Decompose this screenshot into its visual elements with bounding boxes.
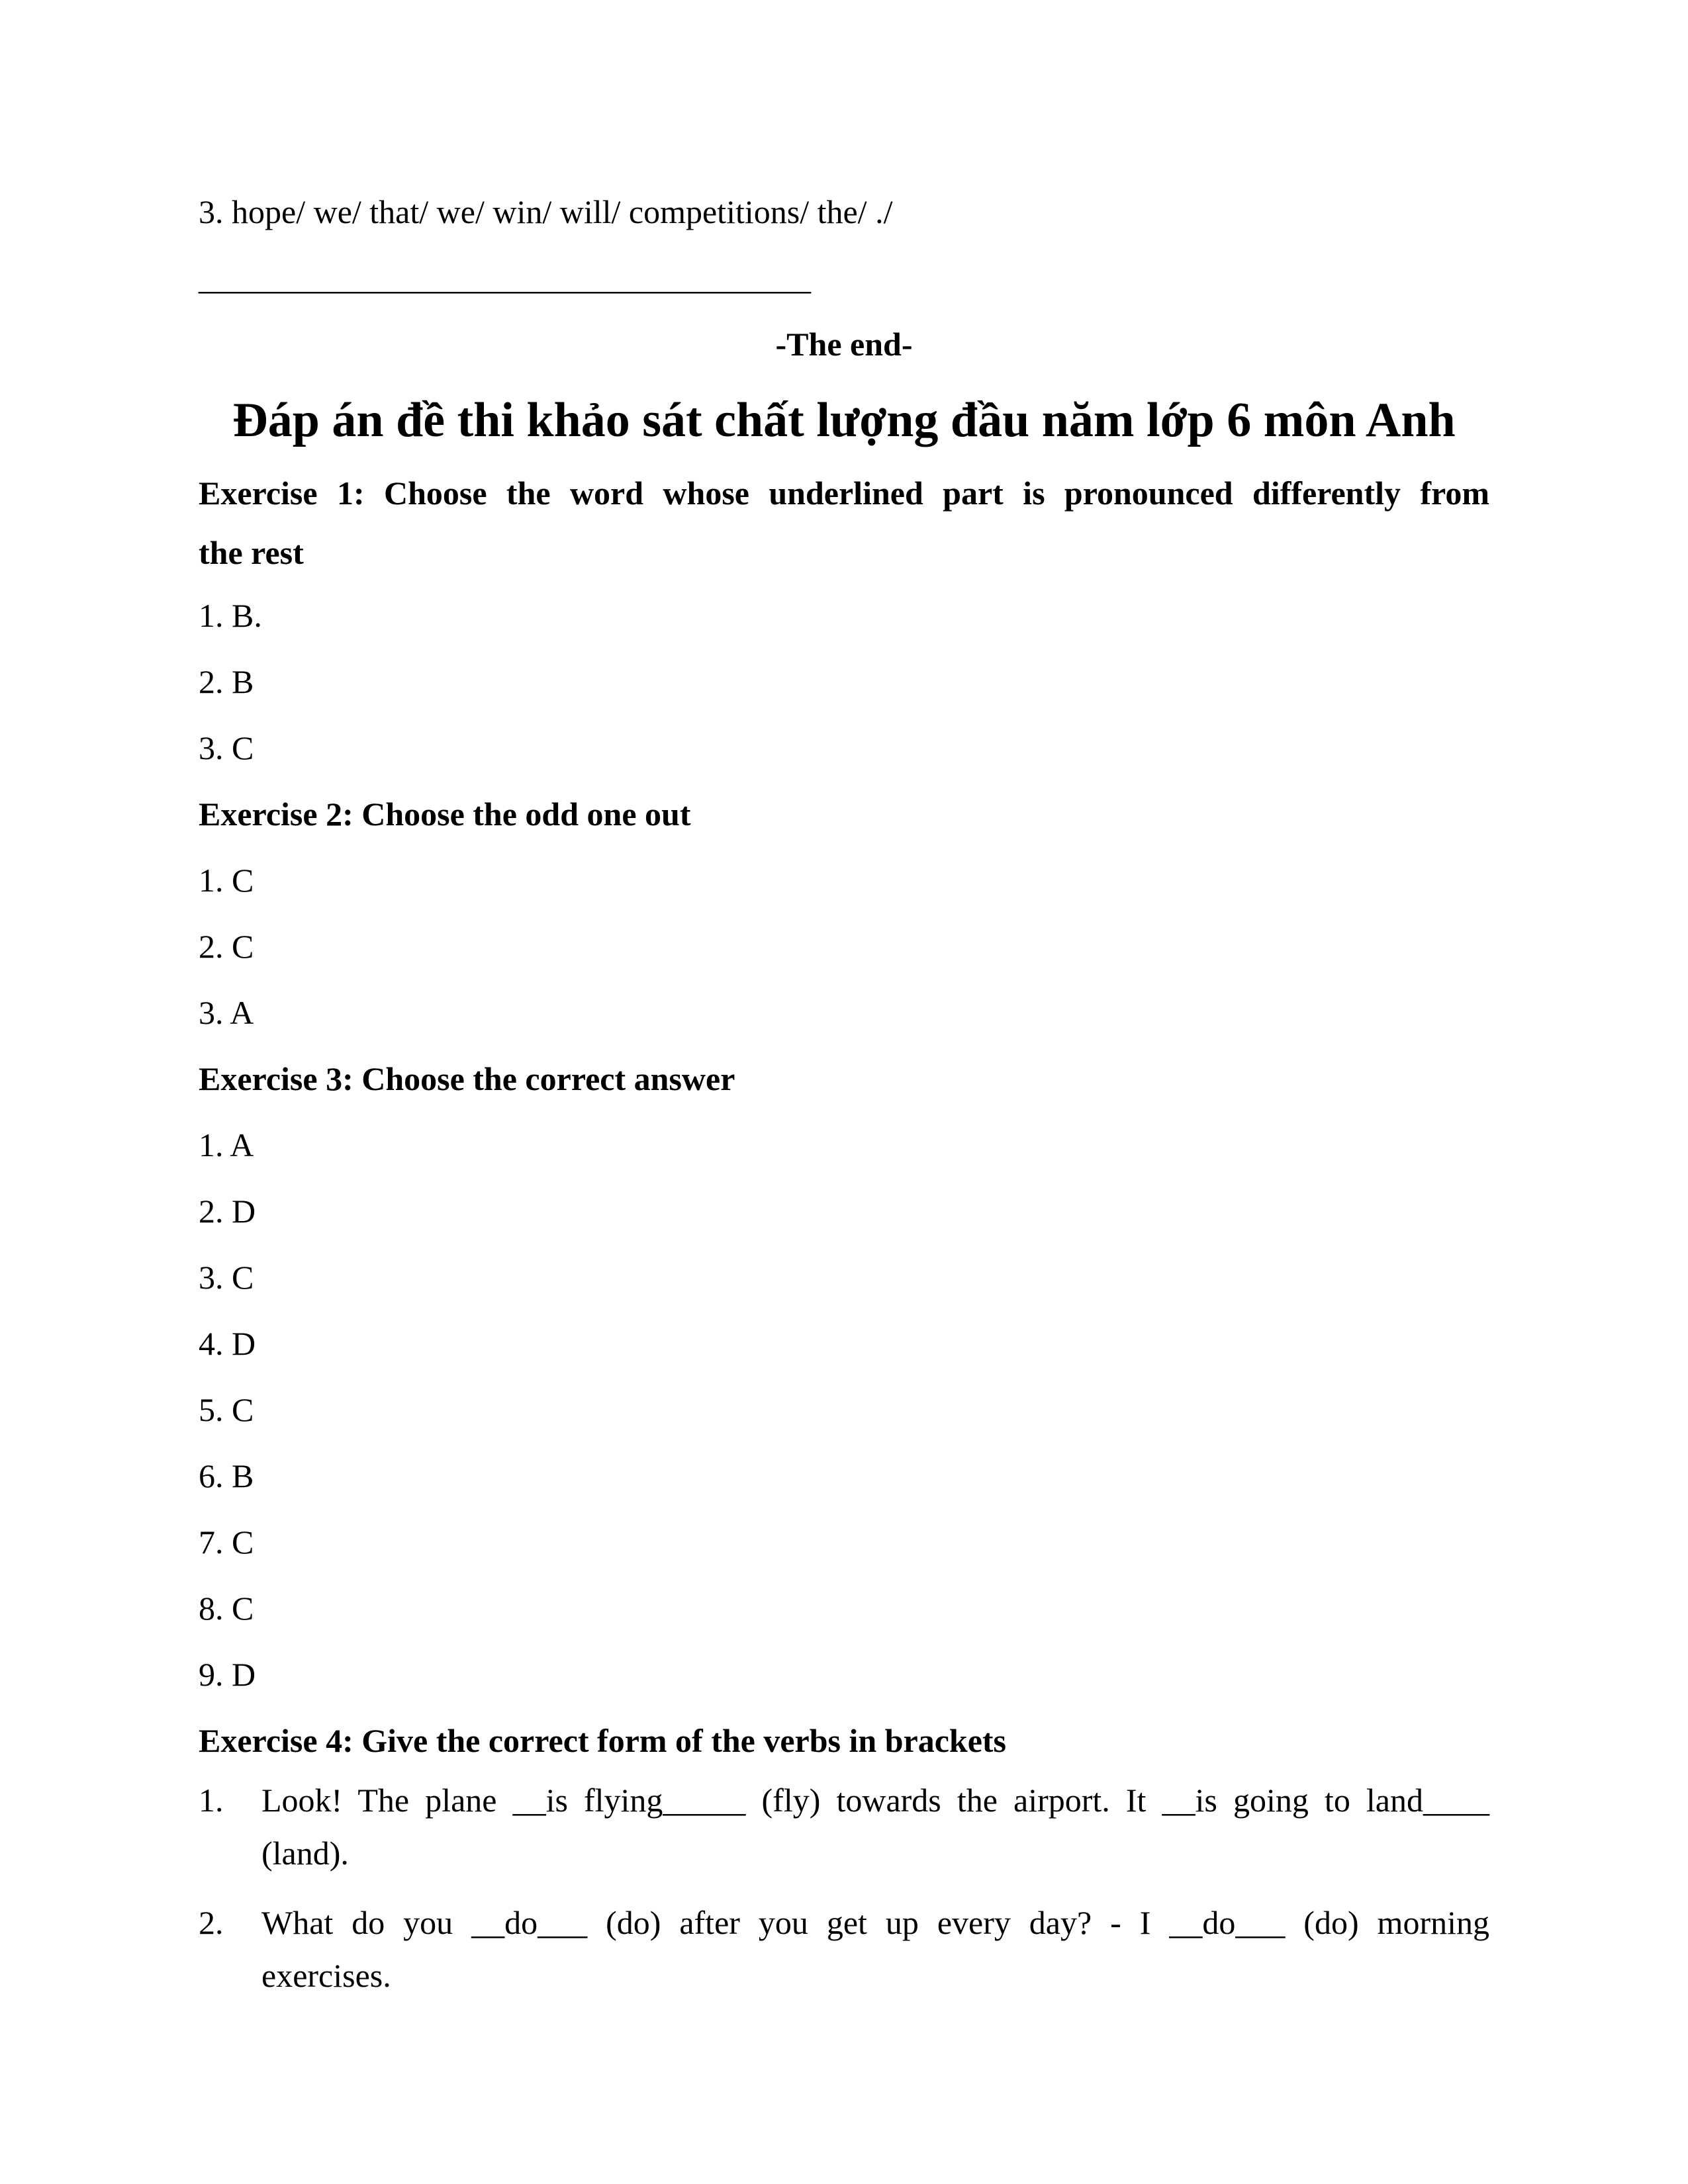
exercise1-answer-3: 3. C (199, 729, 254, 766)
exercise1-heading (199, 463, 1489, 582)
blank-answer-line: _____________________________________ (199, 259, 811, 296)
exercise1-heading-line1: Exercise 1: Choose the word whose underlined part is pronounced differently from (199, 475, 1489, 512)
exercise3-answer-4: 4. D (199, 1325, 256, 1362)
page-title: Đáp án đề thi khảo sát chất lượng đầu năm lớp 6 môn Anh (232, 393, 1456, 447)
exercise4-item-2-number: 2. (199, 1904, 224, 1941)
intro-line: 3. hope/ we/ that/ we/ win/ will/ competitions/ the/ ./ (199, 193, 893, 230)
exercise4-item-2-line2: exercises. (261, 1957, 391, 1994)
exercise4-item-1-number: 1. (199, 1782, 224, 1819)
exercise3-answer-8: 8. C (199, 1590, 254, 1627)
exercise4-item-1-text (261, 1774, 1489, 1880)
exercise2-answer-2: 2. C (199, 928, 254, 965)
exercise4-item-1-line2: (land). (261, 1835, 349, 1872)
exercise4-item-1-line1: Look! The plane __is flying_____ (fly) towards the airport. It __is going to land____ (261, 1782, 1489, 1819)
exercise4-item-2-text (261, 1896, 1489, 2002)
exercise3-answer-3: 3. C (199, 1259, 254, 1296)
exercise1-heading-line2: the rest (199, 534, 304, 571)
exercise1-answer-1: 1. B. (199, 597, 262, 634)
exercise4-item-1 (199, 1774, 1489, 1880)
exercise1-answer-2: 2. B (199, 663, 254, 700)
exercise3-answer-1: 1. A (199, 1126, 254, 1163)
exercise3-answer-7: 7. C (199, 1524, 254, 1561)
exercise2-answer-3: 3. A (199, 994, 254, 1031)
exercise3-answer-5: 5. C (199, 1391, 254, 1428)
exercise2-answer-1: 1. C (199, 862, 254, 899)
exercise2-heading: Exercise 2: Choose the odd one out (199, 796, 691, 833)
exercise4-item-2 (199, 1896, 1489, 2002)
exercise4-heading: Exercise 4: Give the correct form of the verbs in brackets (199, 1722, 1006, 1759)
exercise3-heading: Exercise 3: Choose the correct answer (199, 1060, 735, 1097)
exercise3-answer-2: 2. D (199, 1193, 256, 1230)
end-marker: -The end- (775, 326, 913, 363)
exercise4-item-2-line1: What do you __do___ (do) after you get up every day? - I __do___ (do) morning (261, 1904, 1489, 1941)
exercise3-answer-9: 9. D (199, 1656, 256, 1693)
exercise3-answer-6: 6. B (199, 1457, 254, 1494)
